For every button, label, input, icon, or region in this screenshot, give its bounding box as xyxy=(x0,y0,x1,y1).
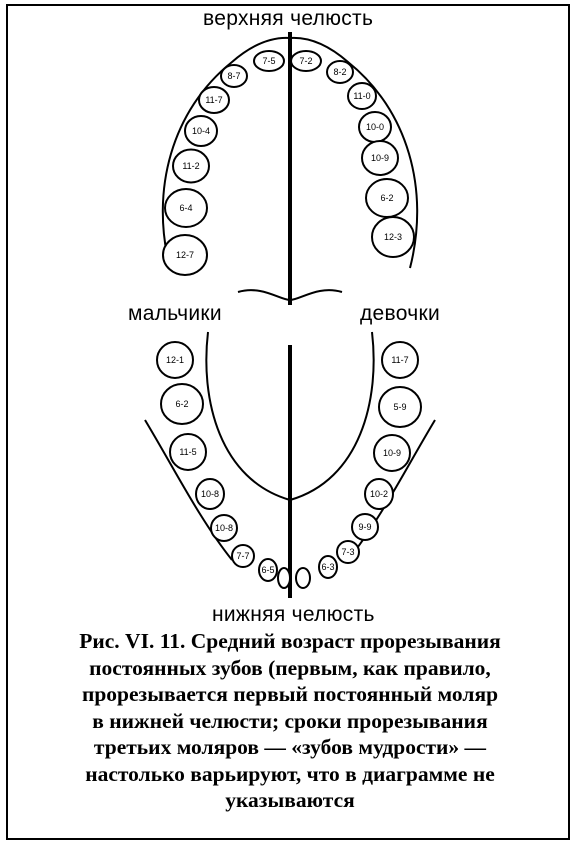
caption-line: в нижней челюсти; сроки прорезывания xyxy=(92,708,488,733)
figure-caption xyxy=(18,628,562,814)
caption-line: третьих моляров — «зубов мудрости» — xyxy=(93,735,487,759)
tooth-eruption-age: 6-5 xyxy=(261,565,275,575)
tooth-eruption-age: 10-8 xyxy=(214,523,234,533)
tooth-eruption-age: 12-3 xyxy=(383,232,403,242)
tooth-eruption-age: 7-7 xyxy=(236,551,250,561)
tooth-eruption-age: 10-0 xyxy=(365,122,385,132)
tooth-eruption-age: 7-3 xyxy=(341,547,355,557)
tooth-eruption-age: 11-7 xyxy=(391,355,409,365)
tooth-eruption-age: 11-2 xyxy=(182,161,200,171)
tooth-eruption-age: 11-0 xyxy=(353,91,371,101)
tooth-eruption-age: 5-9 xyxy=(393,402,407,412)
tooth-eruption-age: 11-7 xyxy=(205,95,223,105)
upper-jaw-label: верхняя челюсть xyxy=(203,7,374,30)
tooth-eruption-age: 10-9 xyxy=(370,153,390,163)
girls-label: девочки xyxy=(360,302,441,325)
caption-line: указываются xyxy=(225,788,355,812)
tooth-eruption-age: 12-1 xyxy=(165,355,185,365)
tooth-eruption-age: 6-4 xyxy=(179,203,193,213)
tooth-eruption-age: 7-2 xyxy=(299,56,313,66)
tooth-eruption-age: 11-5 xyxy=(179,447,197,457)
tooth-eruption-age: 9-9 xyxy=(358,522,372,532)
tooth-eruption-age: 10-9 xyxy=(382,448,402,458)
tooth-eruption-age: 10-4 xyxy=(191,126,211,136)
caption-line: настолько варьируют, что в диаграмме не xyxy=(85,761,495,786)
boys-label: мальчики xyxy=(128,302,222,325)
tooth-eruption-age: 8-2 xyxy=(333,67,347,77)
tooth-eruption-age: 6-2 xyxy=(380,193,394,203)
tooth-eruption-age: 6-3 xyxy=(321,562,335,572)
tooth-eruption-age: 7-5 xyxy=(262,56,276,66)
tooth-outline xyxy=(278,568,290,588)
tooth-eruption-age: 8-7 xyxy=(227,71,241,81)
tooth-eruption-age: 10-2 xyxy=(369,489,389,499)
tooth-eruption-age: 6-2 xyxy=(175,399,189,409)
caption-line: прорезывается первый постоянный моляр xyxy=(81,682,499,706)
tooth-eruption-age: 10-8 xyxy=(200,489,220,499)
lower-jaw-label: нижняя челюсть xyxy=(212,603,375,626)
tooth-eruption-age: 12-7 xyxy=(175,250,195,260)
caption-line: Рис. VI. 11. Средний возраст прорезывания xyxy=(79,629,501,653)
tooth-outline xyxy=(296,568,310,588)
caption-line: постоянных зубов (первым, как правило, xyxy=(89,655,491,680)
